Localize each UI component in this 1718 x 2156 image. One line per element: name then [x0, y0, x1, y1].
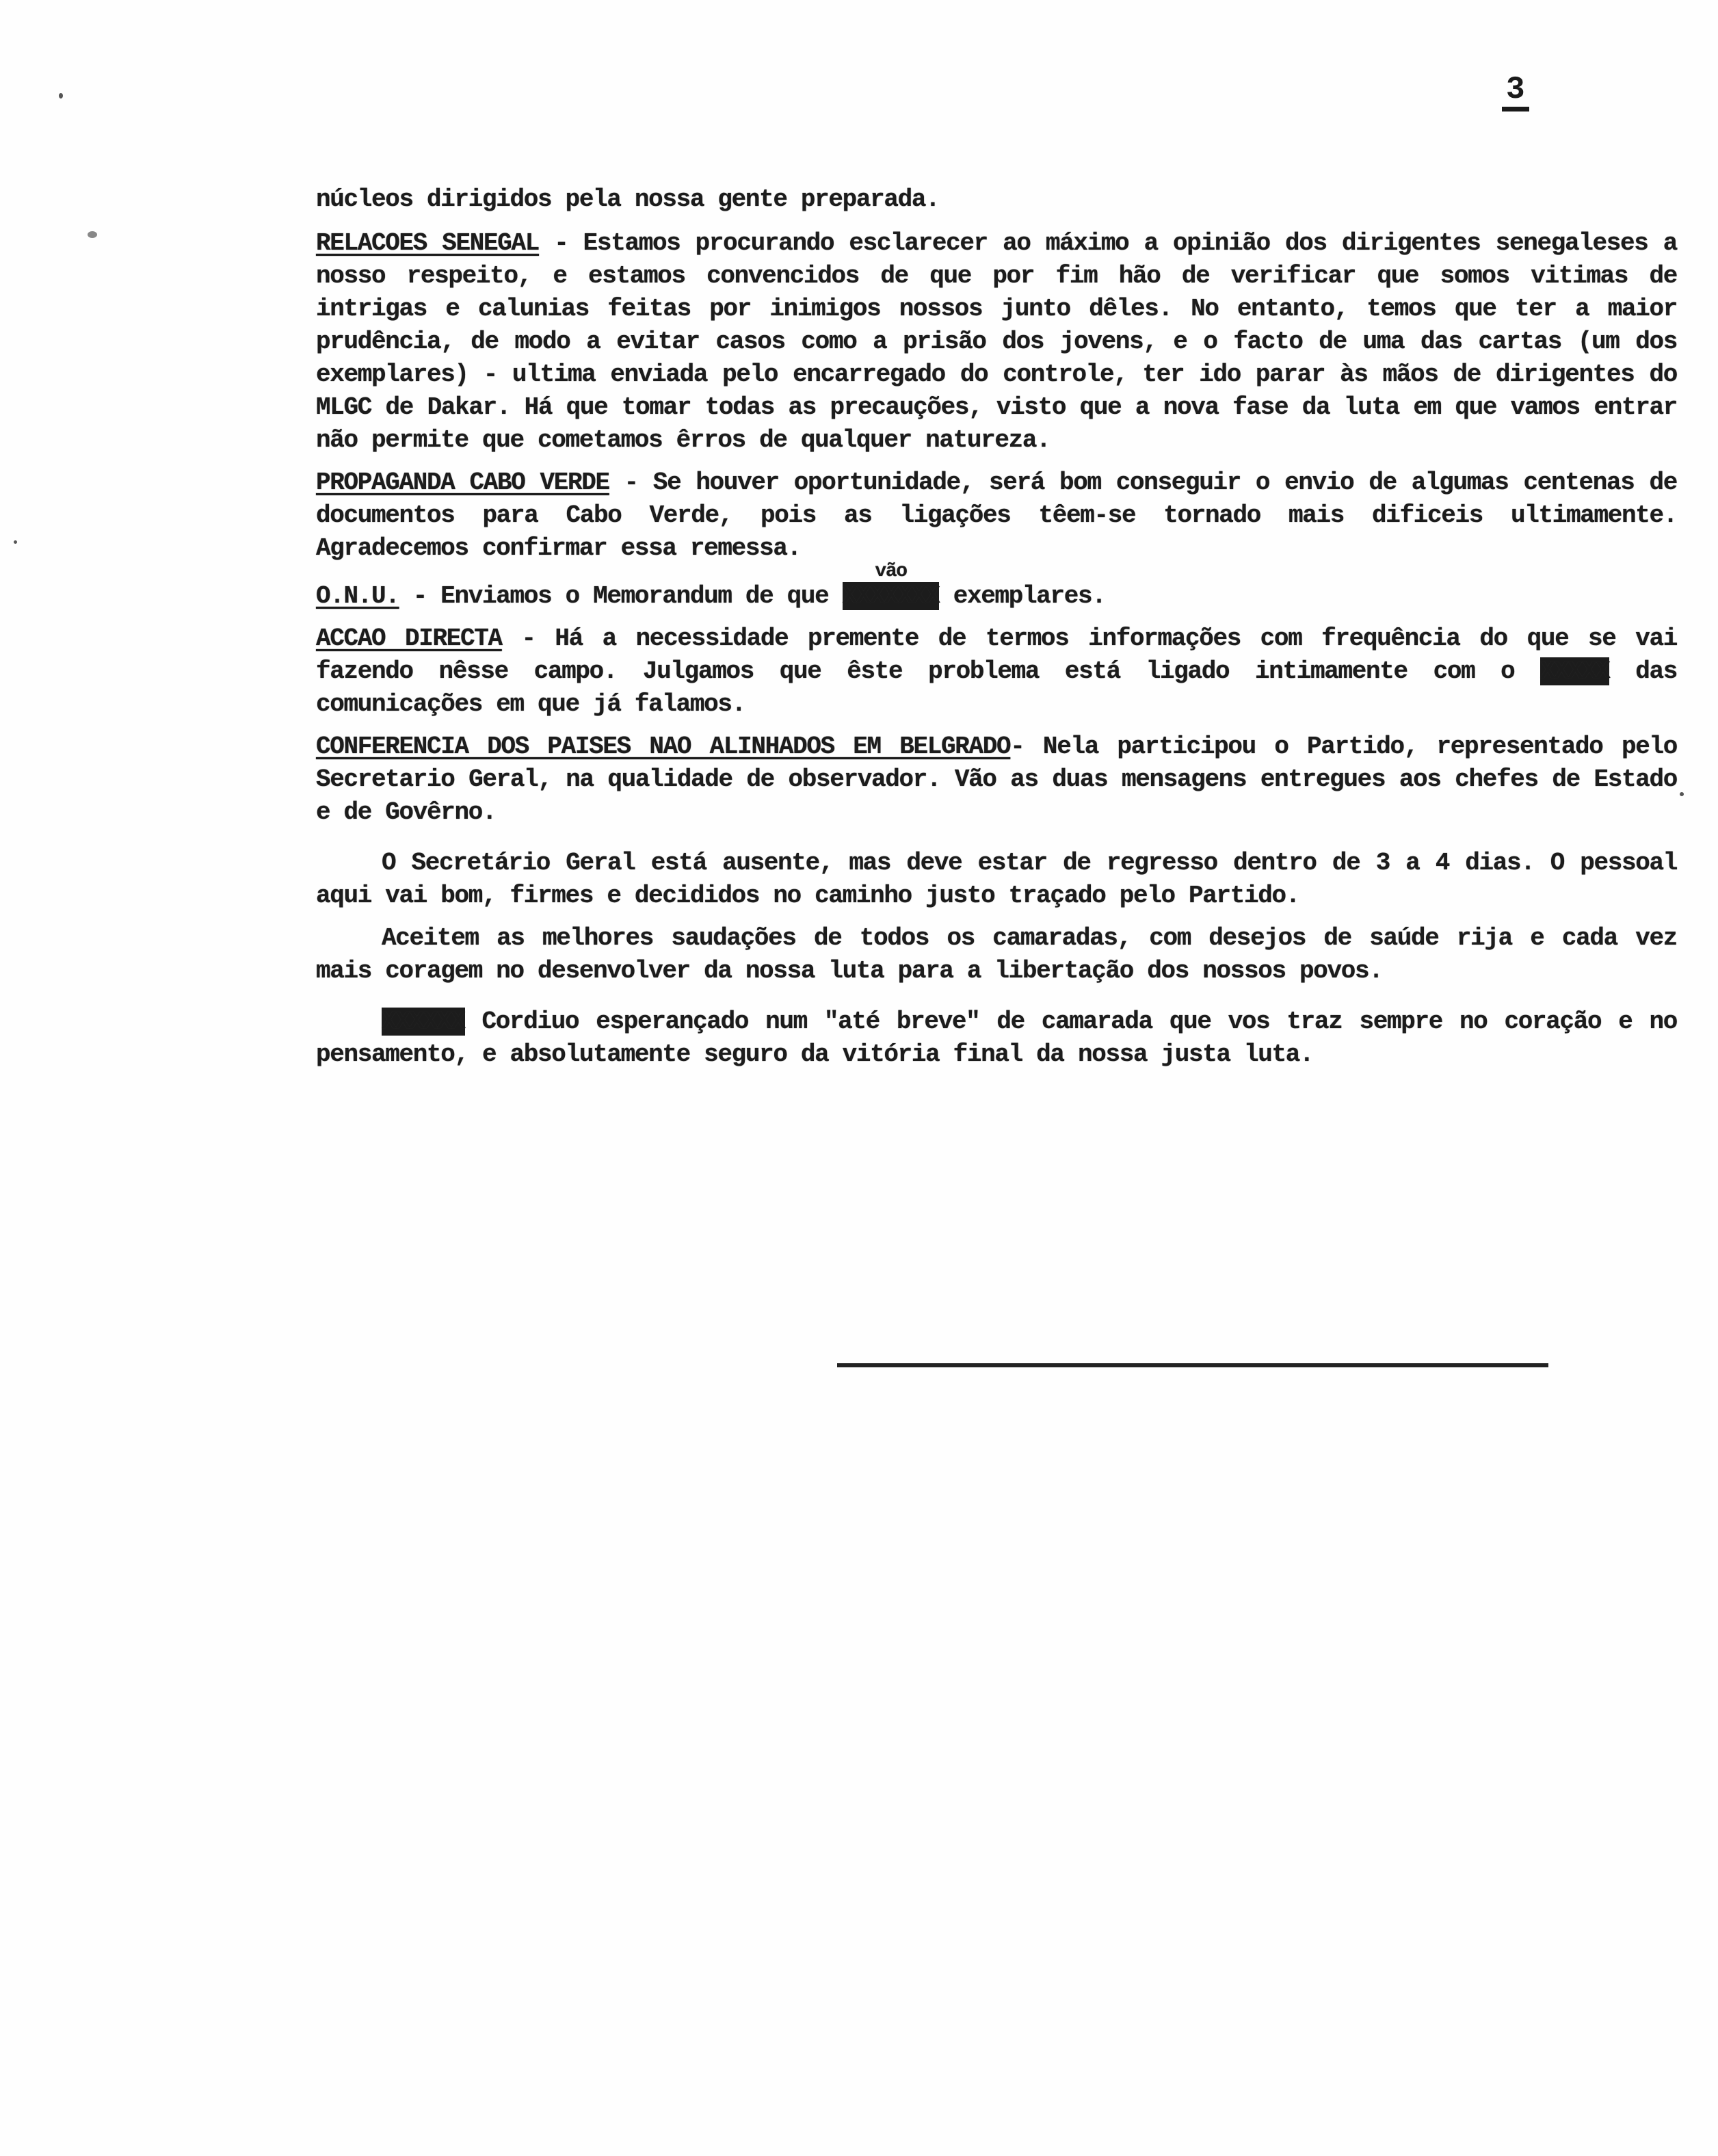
paragraph-text: Cordiuo esperançado num "até breve" de camarada que vos traz sempre no coração e no pensamento, e absolutamente seguro da vitória final da nossa justa luta. — [316, 1008, 1677, 1068]
scan-speck — [59, 93, 63, 98]
paragraph-closing — [316, 1005, 1677, 1071]
section-text: - Enviamos o Memorandum de que — [399, 582, 843, 610]
section-accao-directa — [316, 622, 1677, 721]
scan-speck — [1680, 792, 1684, 796]
letter-body — [316, 183, 1677, 1081]
paragraph-text: núcleos dirigidos pela nossa gente preparada. — [316, 185, 940, 213]
signature-line — [837, 1363, 1548, 1367]
section-text: - Nela participou o Partido, representado pelo Secretario Geral, na qualidade de observador. Vão as duas mensagens entregues aos chefes de Estado e de Govêrno. — [316, 733, 1677, 826]
section-text: exemplares. — [939, 582, 1106, 610]
section-propaganda-cabo-verde — [316, 466, 1677, 565]
paragraph-text: O Secretário Geral está ausente, mas deve estar de regresso dentro de 3 a 4 dias. O pessoal aqui vai bom, firmes e decididos no caminho justo traçado pelo Partido. — [316, 849, 1677, 910]
struck-out-word: XXXXXX — [382, 1008, 465, 1036]
section-onu — [316, 561, 1677, 613]
paragraph-secretario — [316, 847, 1677, 912]
section-heading: CONFERENCIA DOS PAISES NAO ALINHADOS EM BELGRADO — [316, 733, 1011, 761]
struck-out-word: XXXXXXX — [842, 582, 940, 610]
scan-speck — [88, 231, 97, 238]
section-text: - Se houver oportunidade, será bom conseguir o envio de algumas centenas de documentos para Cabo Verde, pois as ligações têem-se tornado mais dificeis ultimamente. Agradecemos confirmar essa remessa. — [316, 469, 1677, 562]
section-conferencia-belgrado — [316, 731, 1677, 829]
section-heading: O.N.U. — [316, 582, 399, 610]
section-text: - Estamos procurando esclarecer ao máximo a opinião dos dirigentes senegaleses a nosso respeito, e estamos convencidos de que por fim hão de verificar que somos vitimas de intrigas e calunias feitas por inimigos nossos junto dêles. No entanto, temos que ter a maior prudência, de modo a evitar casos como a prisão dos jovens, e o facto de uma das cartas (um dos exemplares) - ultima enviada pelo encarregado do controle, ter ido parar às mãos de dirigentes do MLGC de Dakar. Há que tomar todas as precauções, visto que a nova fase da luta em que vamos entrar não permite que cometamos êrros de qualquer natureza. — [316, 229, 1677, 454]
section-heading: PROPAGANDA CABO VERDE — [316, 469, 609, 497]
section-text: - Há a necessidade premente de termos informações com frequência do que se vai fazendo nêsse campo. Julgamos que êste problema está ligado intimamente com o — [316, 625, 1678, 685]
struck-out-word: XXXXX — [1540, 657, 1610, 685]
scan-speck — [14, 540, 17, 544]
paragraph-saudacoes — [316, 922, 1677, 988]
opening-paragraph — [316, 183, 1677, 216]
page-number: 3 — [1502, 74, 1529, 111]
section-text: das comunicações em que já falamos. — [316, 657, 1677, 718]
correction-above-text: vão — [875, 561, 907, 582]
paragraph-text: Aceitem as melhores saudações de todos os camaradas, com desejos de saúde rija e cada vez mais coragem no desenvolver da nossa luta para a libertação dos nossos povos. — [316, 924, 1677, 985]
typed-correction — [842, 561, 940, 613]
section-heading: RELACOES SENEGAL — [316, 229, 540, 257]
section-relacoes-senegal — [316, 227, 1677, 457]
section-heading: ACCAO DIRECTA — [316, 625, 502, 653]
